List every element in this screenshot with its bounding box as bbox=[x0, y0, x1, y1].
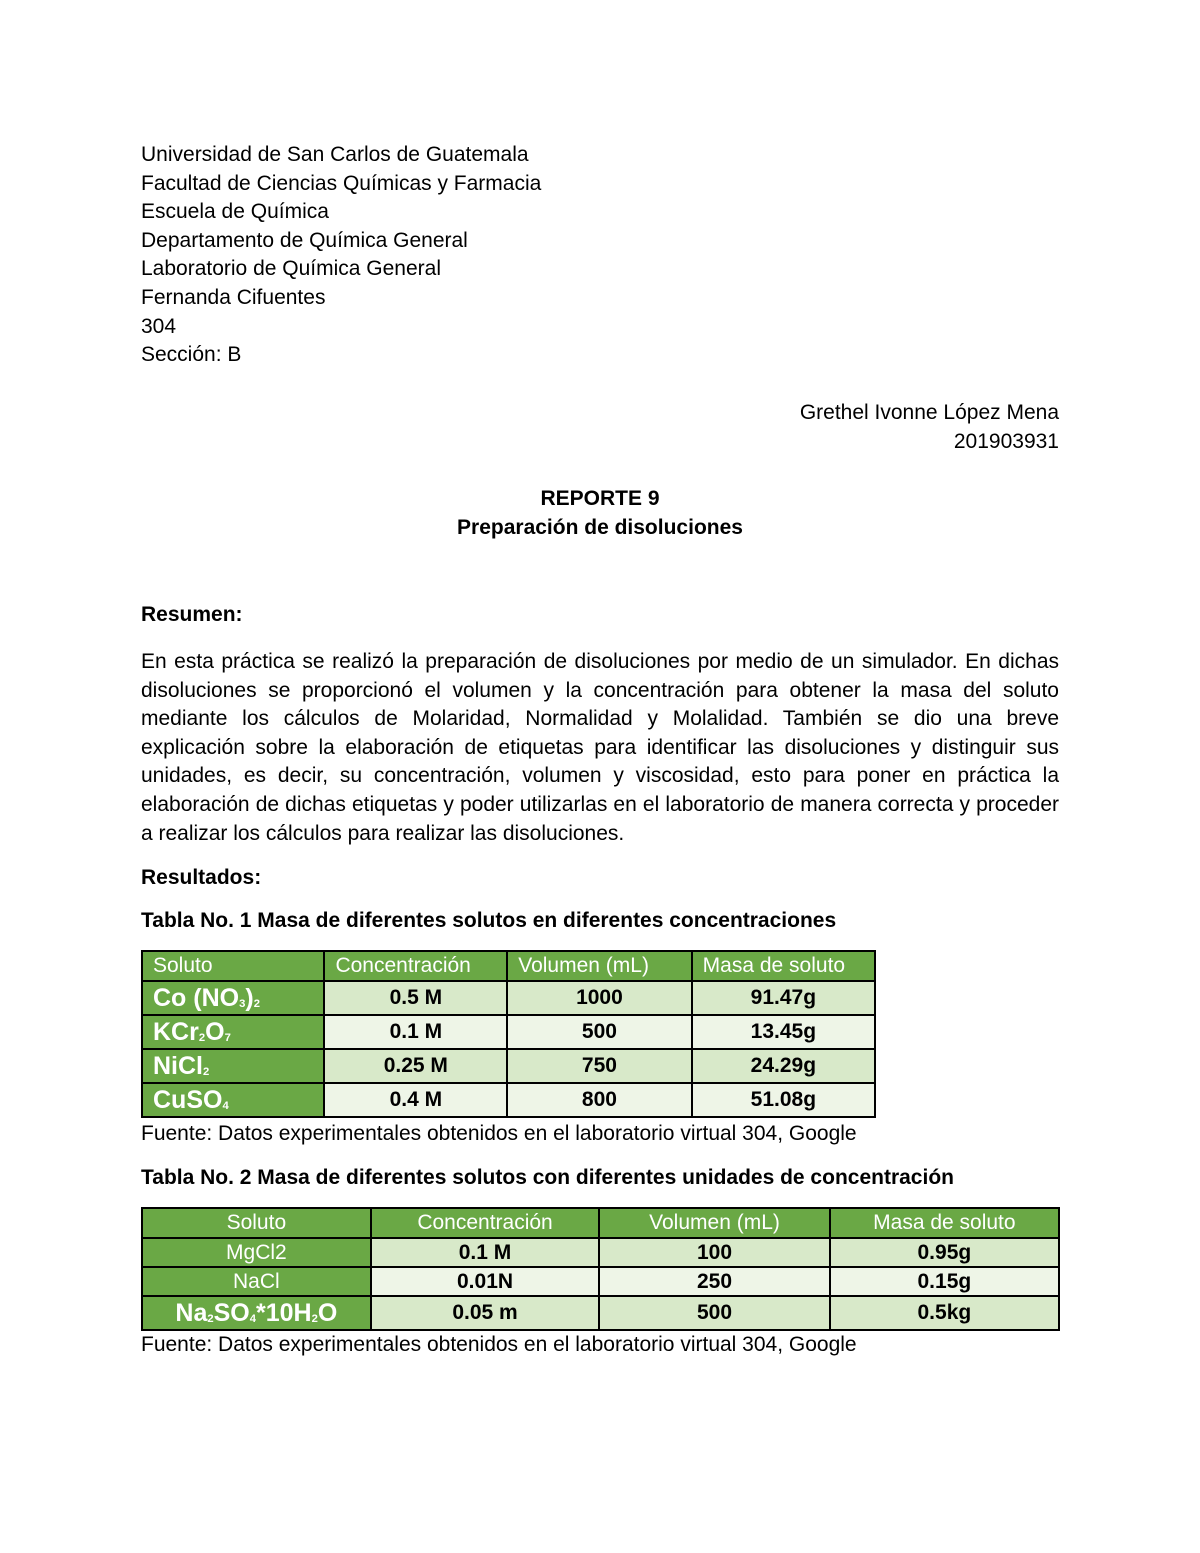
header-line: Escuela de Química bbox=[141, 200, 329, 224]
concentration-cell: 0.05 m bbox=[371, 1296, 600, 1330]
report-number: REPORTE 9 bbox=[540, 487, 660, 510]
volume-cell: 800 bbox=[507, 1083, 691, 1117]
table2-source: Fuente: Datos experimentales obtenidos en el laboratorio virtual 304, Google bbox=[141, 1333, 857, 1356]
table2-header-concentracion: Concentración bbox=[371, 1208, 600, 1238]
solute-cell: $Na_2SO_4*10H_2O$ bbox=[142, 1296, 371, 1330]
author-id: 201903931 bbox=[953, 430, 1059, 453]
header-line: Universidad de San Carlos de Guatemala bbox=[141, 143, 529, 166]
table1 bbox=[141, 950, 876, 1118]
volume-cell: 100 bbox=[599, 1238, 829, 1267]
table1-header-concentracion: Concentración bbox=[324, 951, 507, 981]
concentration-cell: 0.25 M bbox=[324, 1049, 507, 1083]
report-subtitle: Preparación de disoluciones bbox=[457, 516, 743, 539]
mass-cell: 51.08g bbox=[692, 1083, 875, 1117]
concentration-cell: 0.1 M bbox=[371, 1238, 600, 1267]
table2-header-masa: Masa de soluto bbox=[830, 1208, 1059, 1238]
solute-cell: Co $(NO_3)_2$ bbox=[142, 981, 324, 1015]
mass-cell: 13.45g bbox=[692, 1015, 875, 1049]
header-line: Sección: B bbox=[141, 343, 242, 367]
solute-cell: NiCl$_2$ bbox=[142, 1049, 324, 1083]
table-row bbox=[142, 1267, 1059, 1296]
results-heading: Resultados: bbox=[141, 866, 262, 889]
solute-cell: NaCl bbox=[142, 1267, 371, 1296]
table2-header-volumen: Volumen (mL) bbox=[599, 1208, 829, 1238]
table1-header-volumen: Volumen (mL) bbox=[507, 951, 691, 981]
header-line: 304 bbox=[141, 314, 177, 338]
institution-header bbox=[141, 141, 541, 370]
table-row bbox=[142, 1296, 1059, 1330]
concentration-cell: 0.1 M bbox=[324, 1015, 507, 1049]
author-name: Grethel Ivonne López Mena bbox=[799, 401, 1059, 424]
table-row bbox=[142, 1238, 1059, 1267]
table-row bbox=[142, 1049, 875, 1083]
mass-cell: 0.15g bbox=[830, 1267, 1059, 1296]
concentration-cell: 0.01N bbox=[371, 1267, 600, 1296]
table2-caption: Tabla No. 2 Masa de diferentes solutos con diferentes unidades de concentración bbox=[141, 1166, 954, 1189]
table1-source: Fuente: Datos experimentales obtenidos en el laboratorio virtual 304, Google bbox=[141, 1122, 857, 1145]
table2 bbox=[141, 1207, 1060, 1331]
header-line: Facultad de Ciencias Químicas y Farmacia bbox=[141, 171, 542, 195]
summary-paragraph: En esta práctica se realizó la preparación de disoluciones por medio de un simulador. En dichas disoluciones se proporcionó el volumen y la concentración para obtener la masa del soluto mediante los cálculos de Molaridad, Normalidad y Molalidad. También se dio una breve explicación sobre la elaboración de etiquetas para identificar las disoluciones y distinguir sus unidades, es decir, su concentración, volumen y viscosidad, esto para poner en práctica la elaboración de dichas etiquetas y poder utilizarlas en el laboratorio de manera correcta y proceder a realizar los cálculos para realizar las disoluciones. bbox=[141, 650, 1059, 845]
report-title bbox=[0, 484, 1200, 542]
volume-cell: 500 bbox=[507, 1015, 691, 1049]
mass-cell: 91.47g bbox=[692, 981, 875, 1015]
table-row bbox=[142, 981, 875, 1015]
table1-caption: Tabla No. 1 Masa de diferentes solutos en diferentes concentraciones bbox=[141, 909, 837, 932]
header-line: Departamento de Química General bbox=[141, 228, 468, 252]
solute-cell: CuSO$_4$ bbox=[142, 1083, 324, 1117]
concentration-cell: 0.5 M bbox=[324, 981, 507, 1015]
header-line: Laboratorio de Química General bbox=[141, 257, 441, 281]
table2-header-soluto: Soluto bbox=[142, 1208, 371, 1238]
mass-cell: 24.29g bbox=[692, 1049, 875, 1083]
author-block bbox=[800, 398, 1059, 456]
volume-cell: 1000 bbox=[507, 981, 691, 1015]
summary-heading: Resumen: bbox=[141, 603, 243, 626]
mass-cell: 0.5kg bbox=[830, 1296, 1059, 1330]
solute-cell: MgCl2 bbox=[142, 1238, 371, 1267]
header-line: Fernanda Cifuentes bbox=[141, 285, 326, 309]
table-row bbox=[142, 1015, 875, 1049]
table-row bbox=[142, 1083, 875, 1117]
solute-cell: $KCr_2O_7$ bbox=[142, 1015, 324, 1049]
table1-header-masa: Masa de soluto bbox=[692, 951, 875, 981]
volume-cell: 250 bbox=[599, 1267, 829, 1296]
mass-cell: 0.95g bbox=[830, 1238, 1059, 1267]
table1-header-soluto: Soluto bbox=[142, 951, 324, 981]
volume-cell: 500 bbox=[599, 1296, 829, 1330]
concentration-cell: 0.4 M bbox=[324, 1083, 507, 1117]
volume-cell: 750 bbox=[507, 1049, 691, 1083]
